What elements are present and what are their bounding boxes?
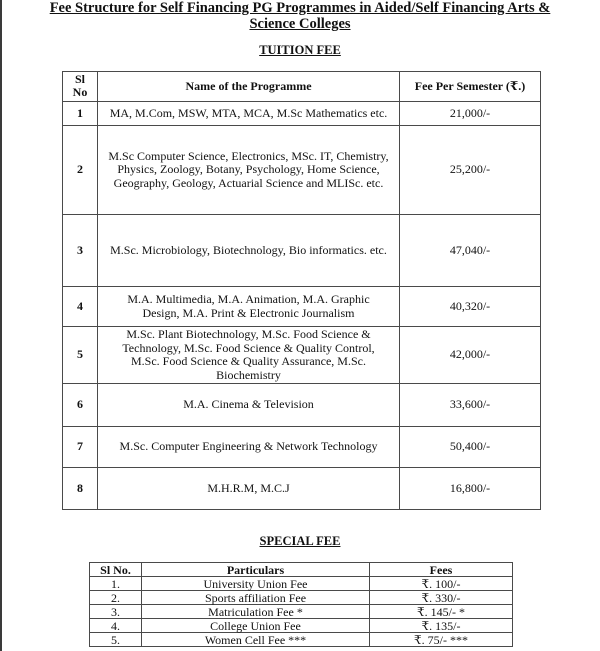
table-row [90,605,513,619]
programme-name: M.Sc Computer Science, Electronics, MSc. IT, Chemistry, Physics, Zoology, Botany, Psychology, Home Science, Geography, Geology, Actuarial Science and MLISc. etc. [98,126,400,215]
particulars: College Union Fee [142,619,370,633]
fee: 40,320/- [400,287,541,327]
table-row [90,633,513,647]
tuition-fee-table [62,71,541,510]
special-header-row [90,563,513,577]
particulars: Matriculation Fee * [142,605,370,619]
particulars: University Union Fee [142,577,370,591]
fee: 16,800/- [400,468,541,510]
table-row [63,287,541,327]
sl-no: 1. [90,577,142,591]
table-row [63,327,541,384]
programme-name: M.H.R.M, M.C.J [98,468,400,510]
fees: ₹. 145/- * [370,605,513,619]
fees: ₹. 330/- [370,591,513,605]
fees: ₹. 100/- [370,577,513,591]
fee: 33,600/- [400,384,541,427]
sl-no: 2 [63,126,98,215]
table-row [63,427,541,468]
particulars: Women Cell Fee *** [142,633,370,647]
programme-name: MA, M.Com, MSW, MTA, MCA, M.Sc Mathematics etc. [98,102,400,126]
programme-name: M.Sc. Plant Biotechnology, M.Sc. Food Science & Technology, M.Sc. Food Science & Quality Control, M.Sc. Food Science & Quality Assurance, M.Sc. Biochemistry [98,327,400,384]
programme-name: M.Sc. Microbiology, Biotechnology, Bio informatics. etc. [98,215,400,287]
fees: ₹. 75/- *** [370,633,513,647]
table-row [63,102,541,126]
programme-name: M.Sc. Computer Engineering & Network Technology [98,427,400,468]
programme-name: M.A. Multimedia, M.A. Animation, M.A. Graphic Design, M.A. Print & Electronic Journalism [98,287,400,327]
fee: 47,040/- [400,215,541,287]
particulars: Sports affiliation Fee [142,591,370,605]
sl-no: 7 [63,427,98,468]
sl-no: 5 [63,327,98,384]
sl-no: 6 [63,384,98,427]
table-row [63,384,541,427]
special-fee-heading: SPECIAL FEE [259,534,341,548]
programme-name: M.A. Cinema & Television [98,384,400,427]
fee: 21,000/- [400,102,541,126]
sl-no: 8 [63,468,98,510]
table-row [90,577,513,591]
header-particulars: Particulars [142,563,370,577]
tuition-fee-heading: TUITION FEE [259,43,341,57]
sl-no: 2. [90,591,142,605]
table-row [90,619,513,633]
fee: 42,000/- [400,327,541,384]
sl-no: 3. [90,605,142,619]
sl-no: 1 [63,102,98,126]
header-sl-no: Sl No. [90,563,142,577]
table-row [63,126,541,215]
special-fee-table [89,562,513,647]
header-fee-per-semester: Fee Per Semester (₹.) [400,72,541,102]
sl-no: 4. [90,619,142,633]
document-title: Fee Structure for Self Financing PG Programmes in Aided/Self Financing Arts & Science Colleges [49,0,551,32]
header-programme-name: Name of the Programme [98,72,400,102]
header-fees: Fees [370,563,513,577]
header-sl-no: Sl No [63,72,98,102]
fee: 50,400/- [400,427,541,468]
page-left-border [0,0,2,651]
sl-no: 3 [63,215,98,287]
table-row [90,591,513,605]
table-row [63,215,541,287]
fees: ₹. 135/- [370,619,513,633]
sl-no: 4 [63,287,98,327]
table-row [63,468,541,510]
tuition-header-row [63,72,541,102]
sl-no: 5. [90,633,142,647]
fee: 25,200/- [400,126,541,215]
